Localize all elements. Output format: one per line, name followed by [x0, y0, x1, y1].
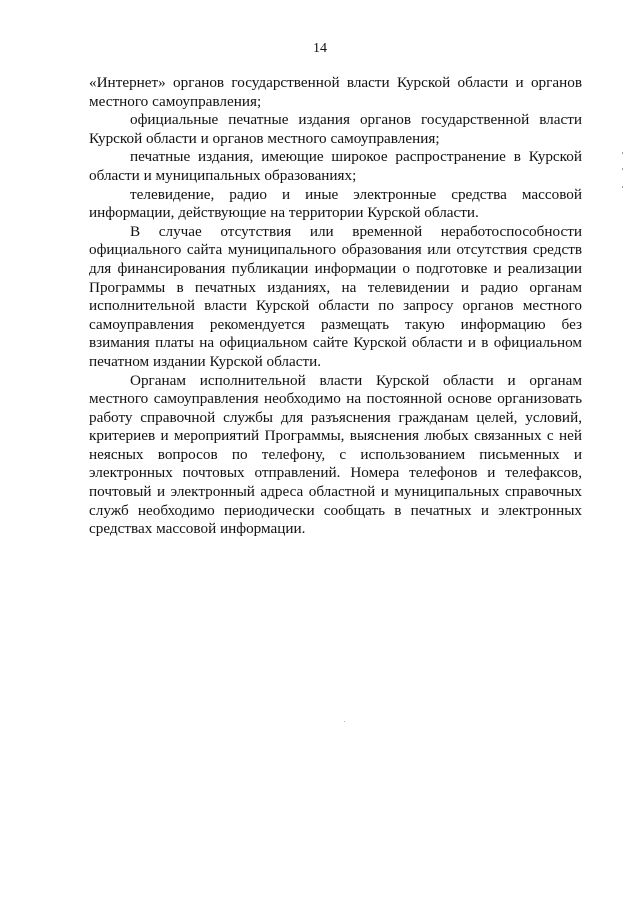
scan-speck [622, 168, 623, 170]
scan-speck [622, 152, 623, 154]
scan-speck [622, 186, 623, 188]
document-body [89, 74, 582, 539]
paragraph-4: телевидение, радио и иные электронные средства массовой информации, действующие на территории Курской области. [89, 185, 582, 222]
paragraph-6: Органам исполнительной власти Курской области и органам местного самоуправления необходимо на постоянной основе организовать работу справочной службы для разъяснения гражданам целей, условий, критериев и мероприятий Программы, выяснения любых связанных с ней неясных вопросов по телефону, с использованием письменных и электронных почтовых отправлений. Номера телефонов и телефаксов, почтовый и электронный адреса областной и муниципальных справочных служб необходимо периодически сообщать в печатных и электронных средствах массовой информации. [89, 371, 582, 538]
paragraph-2: официальные печатные издания органов государственной власти Курской области и органов местного самоуправления; [89, 111, 582, 147]
paragraph-5: В случае отсутствия или временной неработоспособности официального сайта муниципального образования или отсутствия средств для финансирования публикации информации о подготовке и реализации Программы в печатных изданиях, на телевидении и радио органам исполнительной власти Курской области по запросу органов местного самоуправления рекомендуется размещать такую информацию без взимания платы на официальном сайте Курской области и в официальном печатном издании Курской области. [89, 222, 582, 370]
scan-speck [344, 721, 345, 722]
page-number: 14 [313, 41, 327, 56]
paragraph-3: печатные издания, имеющие широкое распространение в Курской области и муниципальных образованиях; [89, 148, 582, 184]
paragraph-1: «Интернет» органов государственной власти Курской области и органов местного самоуправления; [89, 74, 582, 110]
